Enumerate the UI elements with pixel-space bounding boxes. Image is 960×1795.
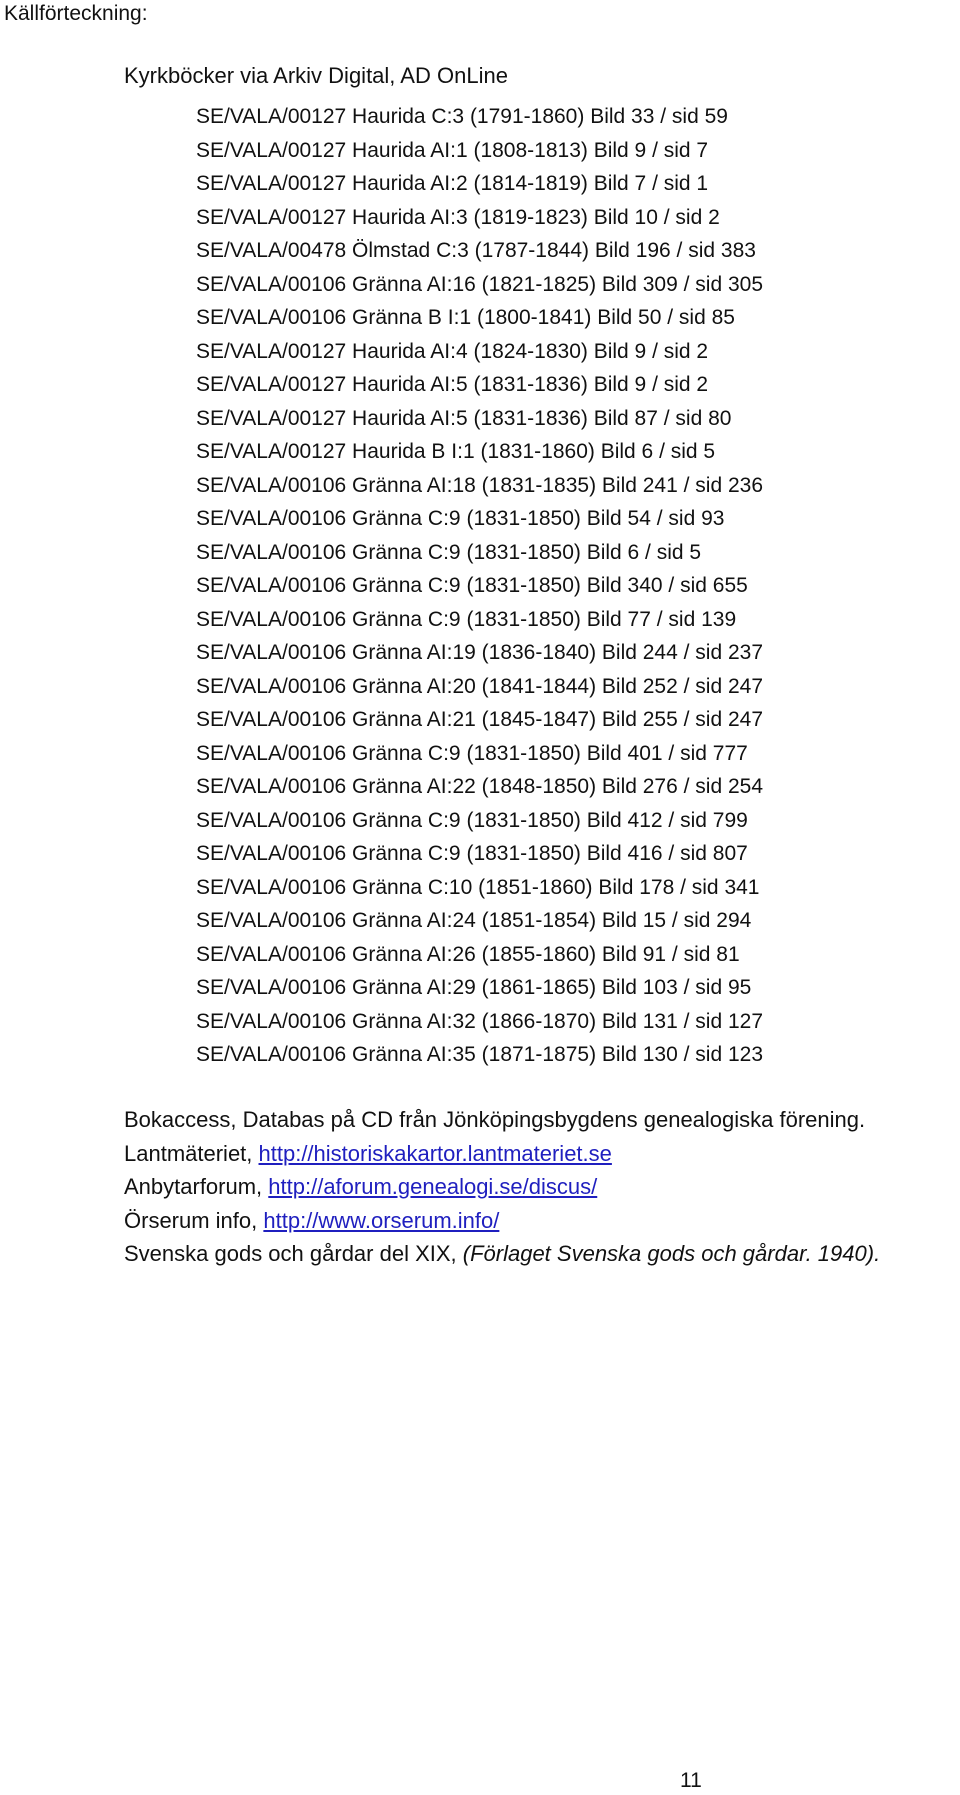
page-heading: Källförteckning: [4, 2, 148, 25]
record-entry: SE/VALA/00106 Gränna AI:29 (1861-1865) Bild 103 / sid 95 [196, 976, 752, 999]
record-entry: SE/VALA/00106 Gränna AI:16 (1821-1825) Bild 309 / sid 305 [196, 272, 763, 296]
record-entry: SE/VALA/00106 Gränna B I:1 (1800-1841) Bild 50 / sid 85 [196, 306, 735, 329]
record-entry: SE/VALA/00106 Gränna C:9 (1831-1850) Bild 340 / sid 655 [196, 574, 748, 597]
record-entry: SE/VALA/00127 Haurida C:3 (1791-1860) Bild 33 / sid 59 [196, 105, 728, 128]
record-entry: SE/VALA/00106 Gränna AI:26 (1855-1860) Bild 91 / sid 81 [196, 942, 740, 966]
record-entry: SE/VALA/00127 Haurida B I:1 (1831-1860) Bild 6 / sid 5 [196, 440, 716, 463]
record-entry: SE/VALA/00106 Gränna C:9 (1831-1850) Bild 54 / sid 93 [196, 507, 725, 530]
record-entry: SE/VALA/00106 Gränna AI:20 (1841-1844) Bild 252 / sid 247 [196, 674, 763, 698]
record-entry: SE/VALA/00106 Gränna C:9 (1831-1850) Bild 401 / sid 777 [196, 741, 748, 765]
other-sources [124, 1103, 880, 1271]
record-entry: SE/VALA/00106 Gränna AI:18 (1831-1835) Bild 241 / sid 236 [196, 473, 763, 497]
record-entry: SE/VALA/00106 Gränna AI:22 (1848-1850) Bild 276 / sid 254 [196, 775, 763, 798]
orserum-link[interactable]: http://www.orserum.info/ [263, 1207, 500, 1233]
source-svenska-gods [124, 1237, 880, 1271]
record-entry: SE/VALA/00127 Haurida AI:1 (1808-1813) Bild 9 / sid 7 [196, 138, 709, 162]
record-entry: SE/VALA/00106 Gränna C:9 (1831-1850) Bild 412 / sid 799 [196, 808, 748, 832]
source-svenska-gods-publisher: (Förlaget Svenska gods och gårdar. 1940). [462, 1241, 881, 1266]
page-number: 11 [680, 1769, 702, 1792]
source-bokaccess: Bokaccess, Databas på CD från Jönköpingsbygdens genealogiska förening. [124, 1107, 866, 1132]
record-entry: SE/VALA/00106 Gränna AI:24 (1851-1854) Bild 15 / sid 294 [196, 909, 752, 932]
record-entry: SE/VALA/00127 Haurida AI:4 (1824-1830) Bild 9 / sid 2 [196, 339, 709, 363]
record-entry: SE/VALA/00106 Gränna C:9 (1831-1850) Bild 6 / sid 5 [196, 540, 702, 564]
record-entry: SE/VALA/00106 Gränna AI:19 (1836-1840) Bild 244 / sid 237 [196, 641, 763, 664]
parish-records-list [196, 100, 763, 1072]
record-entry: SE/VALA/00127 Haurida AI:2 (1814-1819) Bild 7 / sid 1 [196, 172, 709, 195]
record-entry: SE/VALA/00106 Gränna C:10 (1851-1860) Bild 178 / sid 341 [196, 875, 760, 899]
source-lantmateriet-label: Lantmäteriet, [124, 1140, 259, 1166]
record-entry: SE/VALA/00106 Gränna AI:21 (1845-1847) Bild 255 / sid 247 [196, 708, 763, 731]
source-anbytarforum [124, 1170, 880, 1204]
lantmateriet-link[interactable]: http://historiskakartor.lantmateriet.se [258, 1140, 612, 1166]
source-anbytarforum-label: Anbytarforum, [124, 1174, 269, 1199]
source-orserum [124, 1204, 880, 1238]
record-entry: SE/VALA/00106 Gränna C:9 (1831-1850) Bild 416 / sid 807 [196, 842, 748, 865]
record-entry: SE/VALA/00127 Haurida AI:5 (1831-1836) Bild 87 / sid 80 [196, 406, 732, 430]
source-svenska-gods-label: Svenska gods och gårdar del XIX, [124, 1241, 463, 1266]
source-orserum-label: Örserum info, [124, 1207, 264, 1233]
record-entry: SE/VALA/00478 Ölmstad C:3 (1787-1844) Bild 196 / sid 383 [196, 239, 756, 262]
record-entry: SE/VALA/00106 Gränna AI:32 (1866-1870) Bild 131 / sid 127 [196, 1009, 763, 1033]
record-entry: SE/VALA/00127 Haurida AI:5 (1831-1836) Bild 9 / sid 2 [196, 373, 709, 396]
source-lantmateriet [124, 1137, 880, 1171]
parish-records-title: Kyrkböcker via Arkiv Digital, AD OnLine [124, 63, 508, 88]
anbytarforum-link[interactable]: http://aforum.genealogi.se/discus/ [268, 1174, 598, 1199]
record-entry: SE/VALA/00106 Gränna C:9 (1831-1850) Bild 77 / sid 139 [196, 607, 737, 631]
record-entry: SE/VALA/00127 Haurida AI:3 (1819-1823) Bild 10 / sid 2 [196, 205, 720, 229]
record-entry: SE/VALA/00106 Gränna AI:35 (1871-1875) Bild 130 / sid 123 [196, 1043, 763, 1066]
